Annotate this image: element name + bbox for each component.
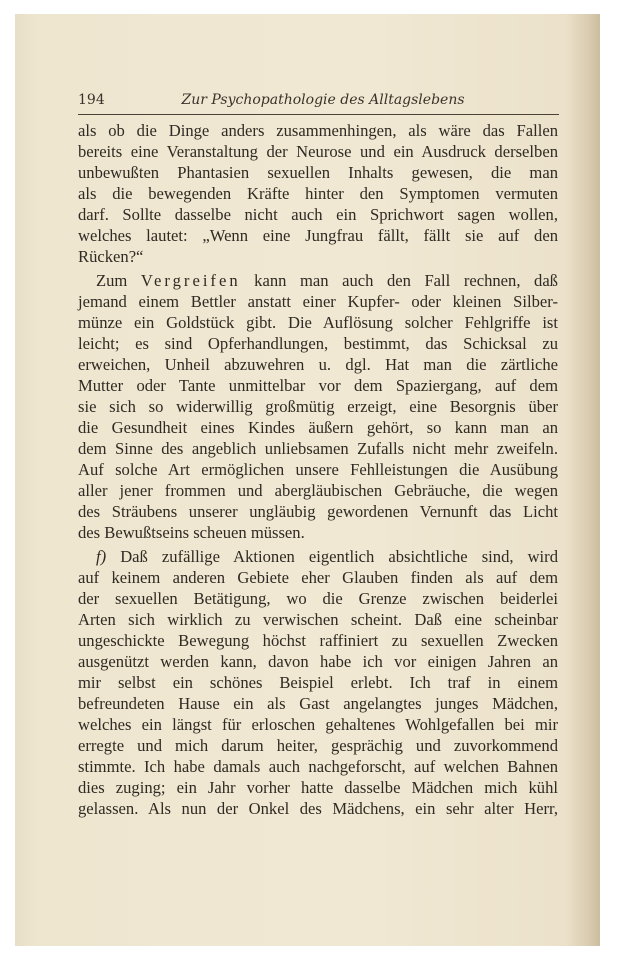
text-segment: dies zuging; ein Jahr vorher hatte dasselbe Mädchen mich kühl — [78, 778, 558, 797]
text-line — [78, 183, 558, 204]
text-line — [78, 246, 558, 267]
text-segment: auf keinem anderen Gebiete eher Glauben finden als auf dem — [78, 568, 558, 587]
text-segment: als die bewegenden Kräfte hinter den Symptomen vermuten — [78, 184, 558, 203]
text-segment: gelassen. Als nun der Onkel des Mädchens, ein sehr alter Herr, — [78, 799, 558, 818]
running-title: Zur Psychopathologie des Alltagslebens — [181, 92, 465, 108]
text-line — [78, 438, 558, 459]
text-segment: leicht; es sind Opferhandlungen, bestimmt, das Schicksal zu — [78, 334, 558, 353]
text-line — [78, 609, 558, 630]
text-line — [78, 225, 558, 246]
text-line — [78, 417, 558, 438]
text-segment: Rücken?“ — [78, 247, 144, 266]
text-segment: der sexuellen Betätigung, wo die Grenze zwischen beiderlei — [78, 589, 558, 608]
text-segment: welches ein längst für erloschen gehaltenes Wohlgefallen bei mir — [78, 715, 558, 734]
text-line — [78, 546, 558, 567]
text-segment: ungeschickte Bewegung höchst raffiniert zu sexuellen Zwecken — [78, 631, 558, 650]
text-segment: Auf solche Art ermöglichen unsere Fehlleistungen die Ausübung — [78, 460, 558, 479]
text-line — [78, 501, 558, 522]
text-line — [78, 333, 558, 354]
text-segment: erregte und mich darum heiter, gesprächig und zuvorkommend — [78, 736, 558, 755]
text-segment: Arten sich wirklich zu verwischen scheint. Daß eine scheinbar — [78, 610, 558, 629]
text-segment: als ob die Dinge anders zusammenhingen, als wäre das Fallen — [78, 121, 558, 140]
text-line — [78, 480, 558, 501]
text-segment: welches lautet: „Wenn eine Jungfrau fällt, fällt sie auf den — [78, 226, 558, 245]
text-segment: mir selbst ein schönes Beispiel erlebt. Ich traf in einem — [78, 673, 558, 692]
paragraph — [78, 120, 558, 267]
text-line — [78, 672, 558, 693]
paragraph — [78, 270, 558, 543]
text-segment: Mutter oder Tante unmittelbar vor dem Spaziergang, auf dem — [78, 376, 558, 395]
text-line — [78, 651, 558, 672]
text-line — [78, 354, 558, 375]
text-segment: unbewußten Phantasien sexuellen Inhalts gewesen, die man — [78, 163, 558, 182]
text-line — [78, 375, 558, 396]
text-line — [78, 735, 558, 756]
text-line — [78, 756, 558, 777]
text-segment: aller jener frommen und abergläubischen Gebräuche, die wegen — [78, 481, 558, 500]
text-line — [78, 204, 558, 225]
text-segment: Zum — [96, 271, 141, 290]
text-segment: bereits eine Veranstaltung der Neurose und ein Ausdruck derselben — [78, 142, 558, 161]
text-segment: erweichen, Unheil abzuwehren u. dgl. Hat man die zärtliche — [78, 355, 558, 374]
text-line — [78, 120, 558, 141]
text-segment: darf. Sollte dasselbe nicht auch ein Sprichwort sagen wollen, — [78, 205, 558, 224]
page-body — [78, 120, 558, 819]
text-segment: des Sträubens unserer ungläubig gewordenen Vernunft das Licht — [78, 502, 558, 521]
text-line — [78, 396, 558, 417]
text-line — [78, 567, 558, 588]
page-number: 194 — [78, 92, 105, 108]
text-segment: kann man auch den Fall rechnen, daß — [240, 271, 558, 290]
text-segment: Daß zufällige Aktionen eigentlich absichtliche sind, wird — [106, 547, 558, 566]
paragraph — [78, 546, 558, 819]
text-line — [78, 777, 558, 798]
text-line — [78, 459, 558, 480]
text-line — [78, 291, 558, 312]
text-segment: die Gesundheit eines Kindes äußern gehört, so kann man an — [78, 418, 558, 437]
text-line — [78, 162, 558, 183]
text-segment: befreundeten Hause ein als Gast angelangtes junges Mädchen, — [78, 694, 558, 713]
text-segment: stimmte. Ich habe damals auch nachgeforscht, auf welchen Bahnen — [78, 757, 558, 776]
section-label: f) — [96, 547, 107, 566]
text-segment: sie sich so widerwillig großmütig erzeigt, eine Besorgnis über — [78, 397, 558, 416]
text-line — [78, 714, 558, 735]
spaced-emphasis: Vergreifen — [140, 271, 241, 290]
text-line — [78, 798, 558, 819]
page-header — [78, 90, 558, 112]
header-rule — [78, 114, 559, 115]
text-segment: münze ein Goldstück gibt. Die Auflösung solcher Fehlgriffe ist — [78, 313, 558, 332]
text-segment: dem Sinne des angeblich unliebsamen Zufalls nicht mehr zweifeln. — [78, 439, 558, 458]
text-line — [78, 141, 558, 162]
text-segment: ausgenützt werden kann, davon habe ich vor einigen Jahren an — [78, 652, 558, 671]
text-line — [78, 693, 558, 714]
text-line — [78, 270, 558, 291]
text-line — [78, 588, 558, 609]
text-line — [78, 312, 558, 333]
text-segment: des Bewußtseins scheuen müssen. — [78, 523, 305, 542]
text-segment: jemand einem Bettler anstatt einer Kupfer- oder kleinen Silber- — [78, 292, 558, 311]
text-line — [78, 630, 558, 651]
text-line — [78, 522, 558, 543]
